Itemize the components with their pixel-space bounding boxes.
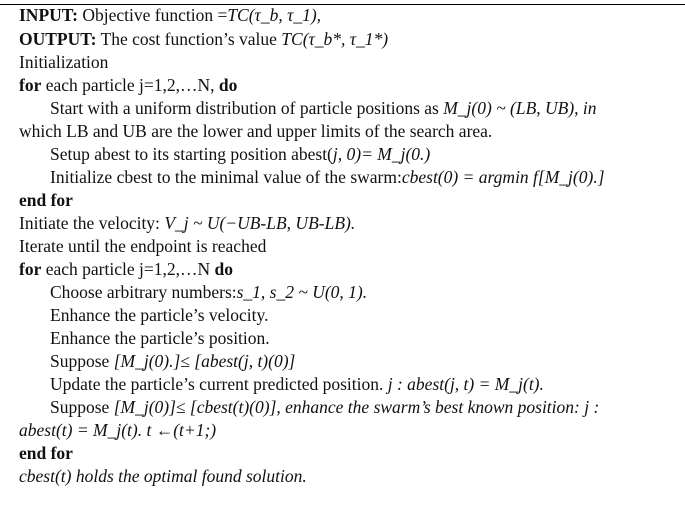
loop2-step4-text: Suppose — [50, 351, 114, 371]
loop1-step2-text: Setup abest to its starting position abest( — [50, 144, 333, 164]
velocity-formula: V_j ~ U(−UB-LB, UB-LB). — [164, 213, 356, 233]
loop2-step6-formula: [M_j(0)]≤ [cbest(t)(0)], enhance the swarm’s best known position: j : — [113, 397, 600, 417]
loop2-step5-formula: j : abest(j, t) = M_j(t). — [387, 374, 544, 394]
input-label: INPUT: — [19, 5, 78, 25]
loop1-step1 — [50, 97, 597, 119]
velocity-line — [19, 212, 355, 234]
iterate-line: Iterate until the endpoint is reached — [19, 236, 267, 256]
input-formula: TC(τ_b, τ_1), — [227, 5, 322, 25]
input-text: Objective function = — [77, 5, 228, 25]
output-line — [19, 28, 388, 50]
loop2-step6-continuation: abest(t) = M_j(t). t ←(t+1;) — [19, 420, 217, 440]
initialization-line: Initialization — [19, 52, 109, 72]
loop2-step1-formula: s_1, s_2 ~ U(0, 1). — [236, 282, 368, 302]
result-line: cbest(t) holds the optimal found solution. — [19, 466, 307, 486]
loop1-step1-text: Start with a uniform distribution of particle positions as — [50, 98, 444, 118]
for-keyword: for — [19, 259, 42, 279]
for-loop-1-header — [19, 74, 237, 96]
loop1-step3-formula: cbest(0) = argmin f[M_j(0).] — [401, 167, 605, 187]
loop2-step5 — [50, 373, 544, 395]
loop1-step3 — [50, 166, 605, 188]
loop2-step4-formula: [M_j(0).]≤ [abest(j, t)(0)] — [113, 351, 296, 371]
do-keyword: do — [218, 75, 238, 95]
loop1-step1-continuation: which LB and UB are the lower and upper limits of the search area. — [19, 121, 493, 141]
loop1-step2 — [50, 143, 430, 165]
loop2-step3: Enhance the particle’s position. — [50, 328, 270, 348]
loop2-step4 — [50, 350, 295, 372]
for-keyword: for — [19, 75, 42, 95]
loop2-step1-text: Choose arbitrary numbers: — [50, 282, 237, 302]
loop2-step6-text: Suppose — [50, 397, 114, 417]
loop2-step2: Enhance the particle’s velocity. — [50, 305, 269, 325]
input-line — [19, 4, 321, 26]
loop1-step3-text: Initialize cbest to the minimal value of the swarm: — [50, 167, 402, 187]
end-for-keyword: end for — [19, 443, 73, 463]
loop1-step1-formula: M_j(0) ~ (LB, UB), in — [443, 98, 597, 118]
output-label: OUTPUT: — [19, 29, 97, 49]
output-text: The cost function’s value — [96, 29, 282, 49]
velocity-text: Initiate the velocity: — [19, 213, 165, 233]
output-formula: TC(τ_b*, τ_1*) — [281, 29, 389, 49]
loop1-end — [19, 189, 73, 211]
loop1-step2-formula: j, 0)= M_j(0.) — [332, 144, 431, 164]
loop2-end — [19, 442, 73, 464]
loop2-step5-text: Update the particle’s current predicted position. — [50, 374, 388, 394]
do-keyword: do — [214, 259, 233, 279]
for-loop-2-text: each particle j=1,2,…N — [41, 259, 215, 279]
loop2-step1 — [50, 281, 367, 303]
loop2-step6 — [50, 396, 599, 418]
for-loop-2-header — [19, 258, 233, 280]
for-loop-1-text: each particle j=1,2,…N, — [41, 75, 219, 95]
end-for-keyword: end for — [19, 190, 73, 210]
